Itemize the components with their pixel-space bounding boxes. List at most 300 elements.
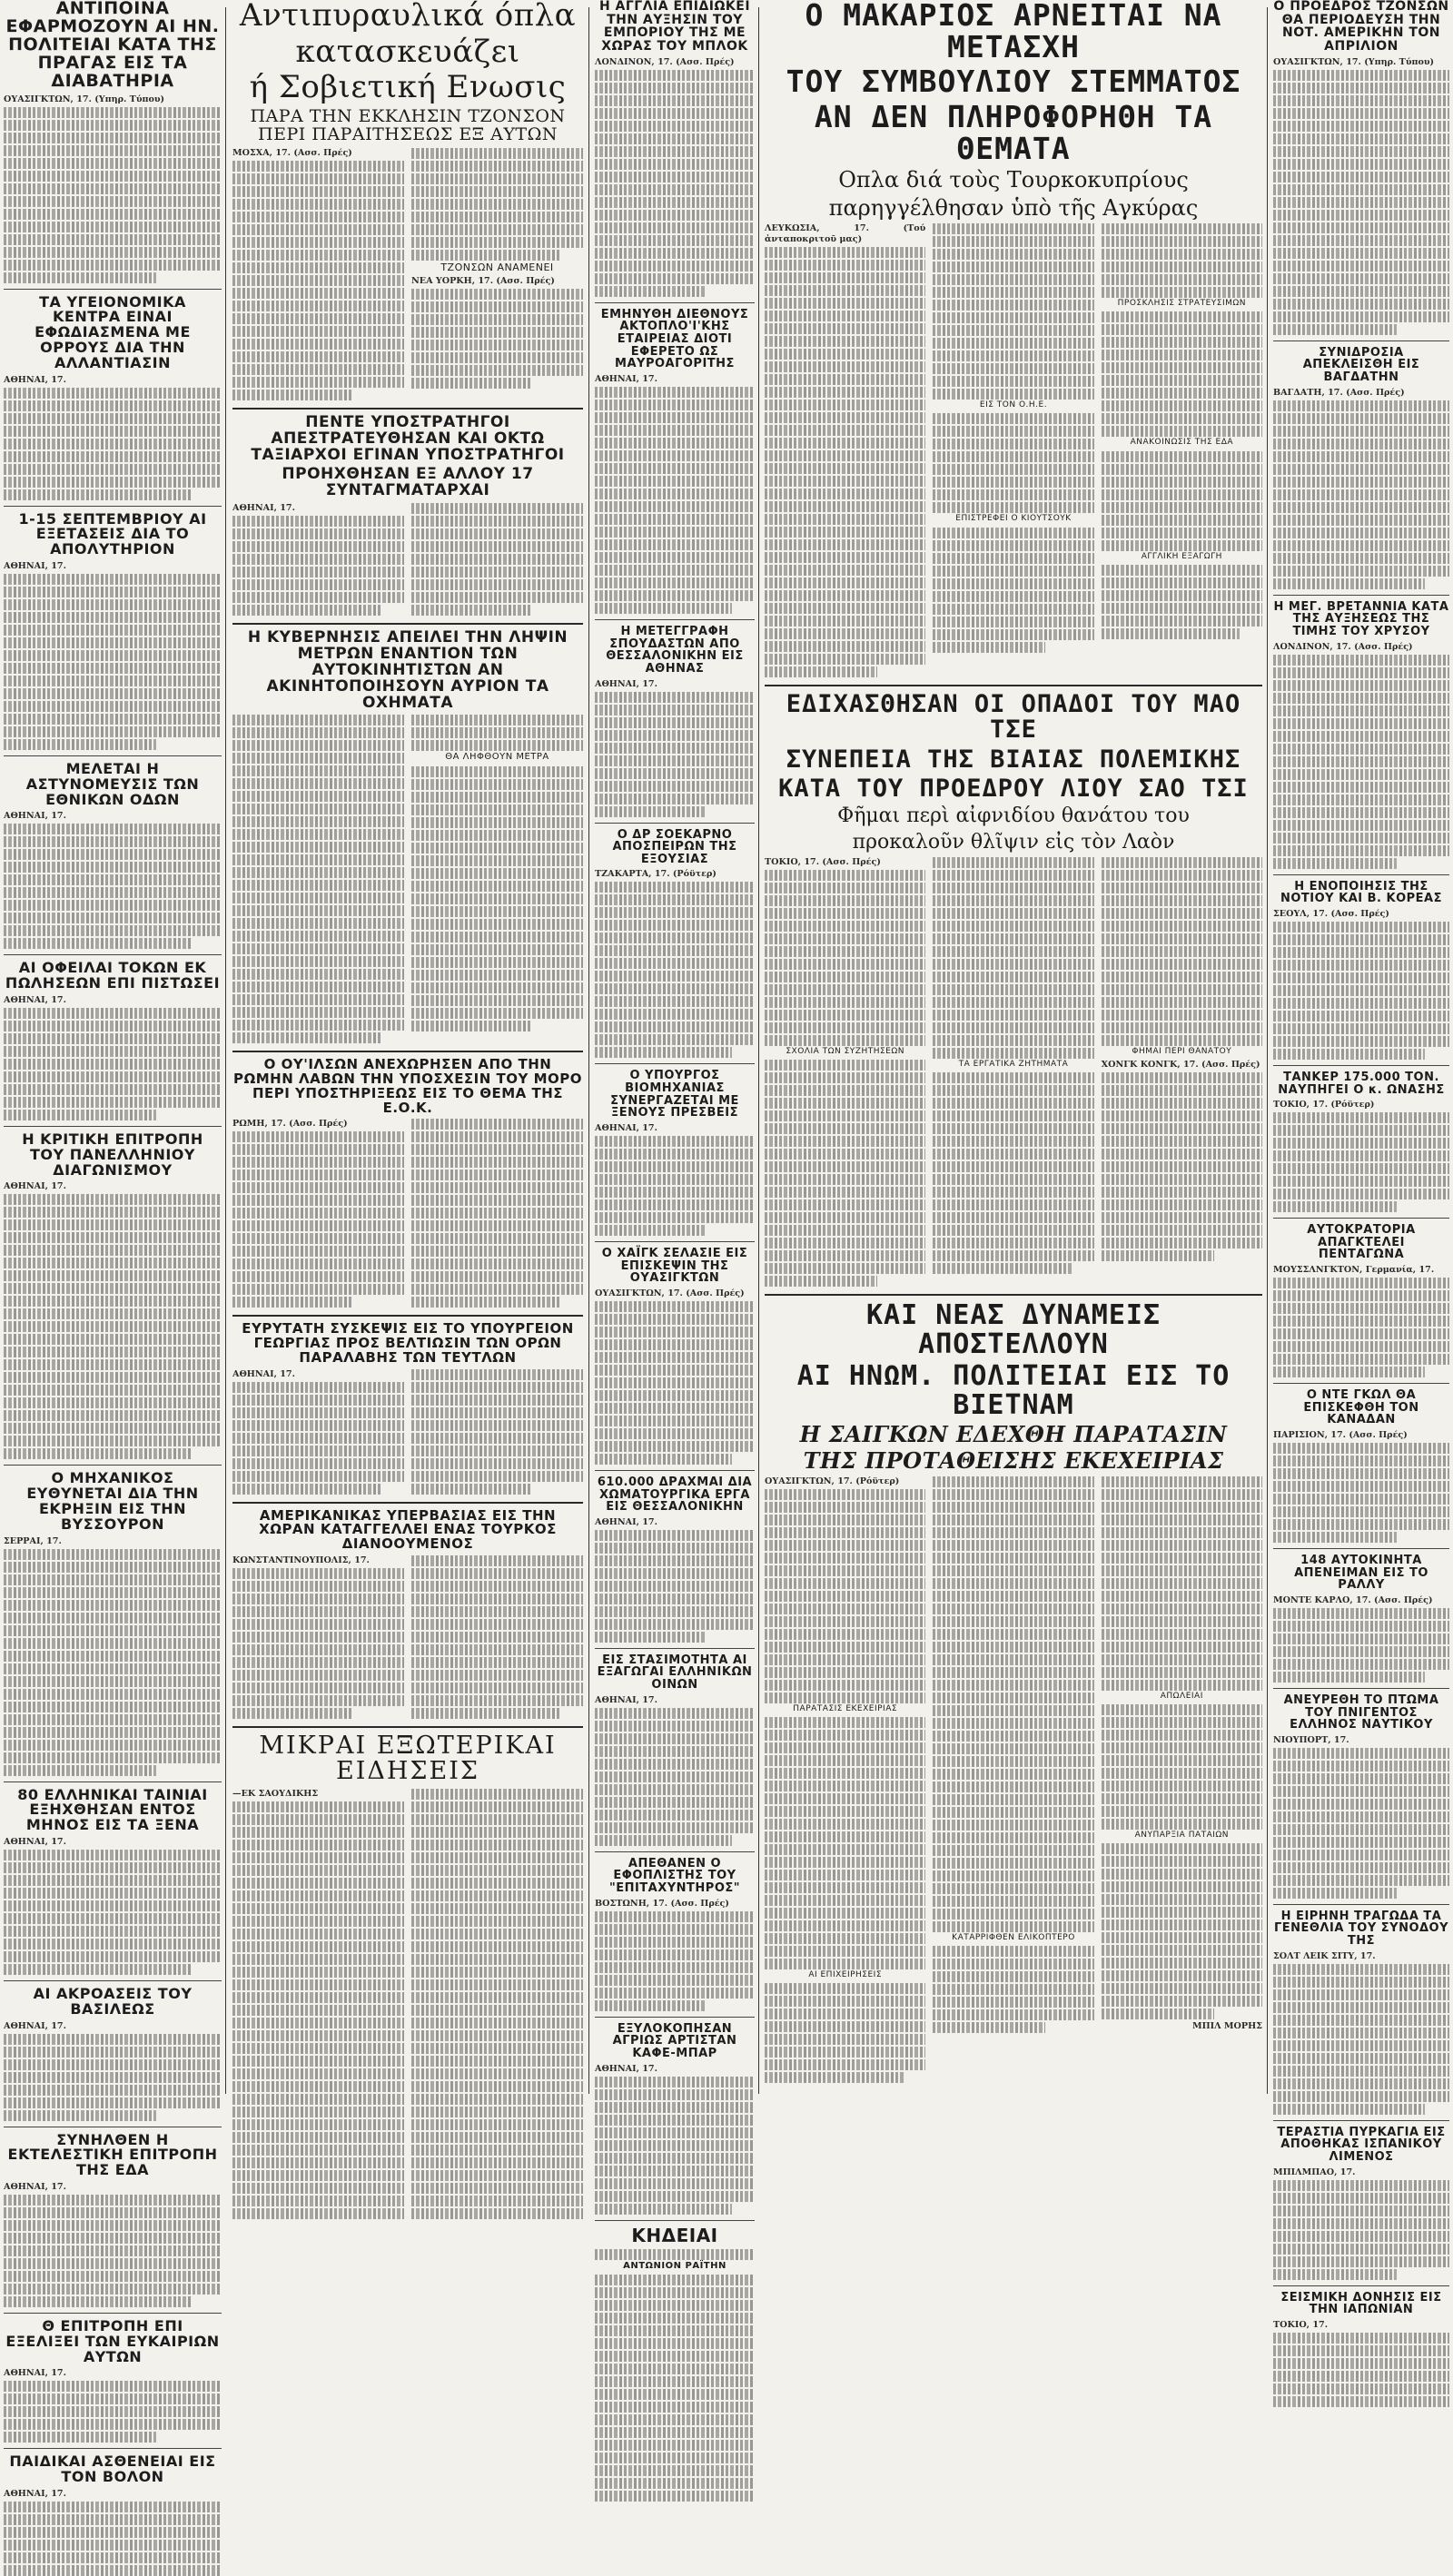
body-text-line (1102, 1768, 1262, 1779)
body-text-line (232, 2068, 404, 2079)
body-text-line (1102, 1604, 1262, 1614)
body-text-line (1102, 1072, 1262, 1083)
body-text-line (4, 2419, 222, 2430)
body-text-line (595, 133, 755, 144)
body-text-line (1102, 895, 1262, 906)
body-text-line (4, 1625, 222, 1636)
body-text-line (595, 1810, 755, 1821)
body-text-line (4, 925, 222, 936)
body-text-line (4, 913, 222, 923)
body-text-line (765, 1591, 925, 1602)
body-text-line (1273, 972, 1449, 983)
body-text-line (232, 592, 404, 603)
body-text-line (232, 740, 404, 751)
body-text-line (1102, 959, 1262, 970)
body-text-line (1273, 1633, 1449, 1644)
body-text-line (933, 1149, 1093, 1160)
body-text-line (411, 766, 583, 777)
body-text-line (411, 186, 583, 197)
dateline: ΑΘΗΝΑΙ, 17. (595, 1123, 657, 1133)
body-text-line (595, 1606, 755, 1617)
headline: ΕΥΡΥΤΑΤΗ ΣΥΣΚΕΨΙΣ ΕΙΣ ΤΟ ΥΠΟΥΡΓΕΙΟΝ ΓΕΩΡΓΙΑΣ ΠΡΟΣ ΒΕΛΤΙΩΣΙΝ ΤΩΝ ΟΡΩΝ ΠΑΡΑΛΑΒΗΣ ΤΩΝ ΤΕΥΤΛΩΝ (242, 1320, 574, 1366)
body-text-line (4, 1283, 222, 1294)
body-text-line (411, 1297, 559, 1308)
body-text-line (1102, 362, 1262, 373)
body-text-line (765, 1983, 925, 1994)
body-text-line (595, 768, 755, 779)
body-text-line (411, 1916, 583, 1927)
body-text-line (595, 1822, 755, 1833)
headline: Ο ΠΡΟΕΔΡΟΣ ΤΖΟΝΣΩΝ ΘΑ ΠΕΡΙΟΔΕΥΣΗ ΤΗΝ ΝΟΤ. ΑΜΕΡΙΚΗΝ ΤΟΝ ΑΠΡΙΛΙΟΝ (1273, 0, 1449, 54)
body-text-line (765, 1276, 877, 1287)
body-text-line (1102, 1970, 1262, 1981)
body-text-line (765, 565, 925, 576)
body-text-line (1273, 146, 1449, 157)
body-text-line (933, 464, 1093, 475)
divider (595, 1470, 755, 1471)
body-text-line (4, 171, 222, 182)
body-text-line (1102, 1730, 1262, 1741)
body-text-line (1273, 1494, 1449, 1505)
body-text-line (4, 676, 222, 686)
body-text-line (4, 1676, 222, 1687)
body-text-line (232, 364, 404, 375)
body-text-line (232, 1182, 404, 1193)
body-text-line (765, 1654, 925, 1665)
body-text-line (232, 1657, 404, 1668)
body-text-line (4, 938, 191, 949)
body-text-line (232, 173, 404, 184)
body-text-line (411, 516, 583, 527)
divider (595, 302, 755, 303)
body-text-line (933, 1832, 1093, 1843)
body-text-line (595, 108, 755, 119)
headline: ΚΗΔΕΙΑΙ (631, 2224, 718, 2246)
body-text-line (411, 1929, 583, 1939)
body-text-line (1102, 1149, 1262, 1160)
body-text-line (1273, 1189, 1449, 1199)
body-text-line (4, 1600, 222, 1611)
body-text-line (933, 439, 1093, 449)
subhead: ΘΑ ΛΗΦΘΟΥΝ ΜΕΤΡΑ (445, 752, 549, 763)
body-text-line (1273, 2002, 1449, 2013)
body-text-line (1273, 680, 1449, 691)
body-text-line (232, 161, 404, 172)
body-text-line (411, 173, 583, 184)
body-text-line (933, 1883, 1093, 1894)
body-text-line (933, 1110, 1093, 1121)
body-text-line (765, 349, 925, 360)
body-text-line (595, 159, 755, 170)
subhead: ΠΡΟΣΚΛΗΣΙΣ ΣΤΡΑΤΕΥΣΙΜΩΝ (1117, 298, 1246, 308)
body-text-line (411, 2068, 583, 2079)
body-text-line (1273, 782, 1449, 793)
headline: ΣΥΝΗΛΘΕΝ Η ΕΚΤΕΛΕΣΤΙΚΗ ΕΠΙΤΡΟΠΗ ΤΗΣ ΕΔΑ (7, 2130, 218, 2179)
body-text-line (1273, 1811, 1449, 1822)
body-text-line (595, 552, 755, 563)
body-text-line (1102, 1565, 1262, 1576)
headline: Η ΜΕΤΕΓΓΡΑΦΗ ΣΠΟΥΔΑΣΤΩΝ ΑΠΟ ΘΕΣΣΑΛΟΝΙΚΗΝ ΕΙΣ ΑΘΗΝΑΣ (606, 624, 744, 676)
body-text-line (4, 2072, 222, 2083)
body-text-line (1102, 1515, 1262, 1525)
body-text-line (1273, 922, 1449, 933)
body-text-line (232, 727, 404, 738)
body-text-line (1273, 2371, 1449, 2382)
body-text-line (1273, 1748, 1449, 1759)
dateline: ΑΘΗΝΑΙ, 17. (4, 374, 66, 385)
body-text-line (595, 387, 755, 398)
subheadline: Φῆμαι περὶ αἰφνιδίου θανάτου του (837, 804, 1190, 828)
body-text-line (1102, 1843, 1262, 1854)
body-text-line (595, 2440, 755, 2451)
body-text-line (1102, 603, 1262, 614)
body-text-line (411, 1594, 583, 1604)
body-text-line (4, 1410, 222, 1421)
body-text-line (1273, 2193, 1449, 2204)
headline: ΤΑΝΚΕΡ 175.000 ΤΟΝ. ΝΑΥΠΗΓΕΙ Ο κ. ΩΝΑΣΗΣ (1278, 1070, 1445, 1097)
body-text-line (1273, 2206, 1449, 2216)
dateline: ΛΕΥΚΩΣΙΑ, 17. (Τού ἀνταποκριτοῦ μας) (765, 222, 926, 244)
body-text-line (1102, 1553, 1262, 1564)
body-text-line (933, 1858, 1093, 1869)
dateline: ΤΟΚΙΟ, 17. (Ρόϋτερ) (1273, 1100, 1375, 1110)
body-text-line (232, 778, 404, 789)
body-text-line (411, 1220, 583, 1231)
dateline: ΑΘΗΝΑΙ, 17. (595, 1516, 657, 1527)
body-text-line (765, 374, 925, 385)
body-text-line (595, 565, 755, 576)
body-text-line (1273, 2015, 1449, 2026)
dateline: ΑΘΗΝΑΙ, 17. (4, 2020, 66, 2031)
body-text-line (765, 1717, 925, 1728)
body-text-line (1102, 337, 1262, 348)
body-text-line (232, 1420, 404, 1431)
body-text-line (595, 2491, 755, 2502)
body-text-line (1273, 1799, 1449, 1810)
body-text-line (411, 2056, 583, 2067)
headline: ΑΝΤΙΠΟΙΝΑ ΕΦΑΡΜΟΖΟΥΝ ΑΙ ΗΝ. ΠΟΛΙΤΕΙΑΙ ΚΑΤΑ ΤΗΣ ΠΡΑΓΑΣ ΕΙΣ ΤΑ ΔΙΑΒΑΤΗΡΙΑ (5, 0, 220, 91)
body-text-line (933, 1527, 1093, 1538)
body-text-line (1273, 121, 1449, 132)
body-text-line (1273, 210, 1449, 221)
body-text-line (1273, 1176, 1449, 1187)
body-text-line (933, 1250, 1093, 1261)
body-text-line (4, 1651, 222, 1662)
divider (232, 1315, 583, 1317)
section-headline: ΜΙΚΡΑΙ ΕΞΩΤΕΡΙΚΑΙ ΕΙΔΗΣΕΙΣ (259, 1731, 557, 1786)
body-text-line (595, 2115, 755, 2126)
divider (765, 685, 1262, 686)
body-text-line (933, 629, 1093, 640)
body-text-line (933, 1098, 1093, 1109)
body-text-line (595, 222, 755, 233)
body-text-line (765, 895, 925, 906)
main-column (765, 0, 1262, 2101)
body-text-line (4, 1663, 222, 1674)
body-text-line (933, 1794, 1093, 1805)
headline: ΤΑ ΥΓΕΙΟΝΟΜΙΚΑ ΚΕΝΤΡΑ ΕΙΝΑΙ ΕΦΩΔΙΑΣΜΕΝΑ ΜΕ ΟΡΡΟΥΣ ΔΙΑ ΤΗΝ ΑΛΛΑΝΤΙΑΣΙΝ (35, 292, 191, 371)
body-text-line (232, 1433, 404, 1444)
body-text-line (4, 2271, 222, 2282)
body-text-line (411, 1382, 583, 1393)
subheadline: ΤΗΣ ΠΡΟΤΑΘΕΙΣΗΣ ΕΚΕΧΕΙΡΙΑΣ (803, 1447, 1224, 1475)
body-text-line (933, 1756, 1093, 1767)
divider (4, 2313, 222, 2314)
subhead: ΣΧΟΛΙΑ ΤΩΝ ΣΥΖΗΤΗΣΕΩΝ (786, 1046, 904, 1056)
body-text-line (232, 969, 404, 980)
body-text-line (4, 1372, 222, 1383)
dateline: ΚΩΝΣΤΑΝΤΙΝΟΥΠΟΛΙΣ, 17. (232, 1554, 370, 1565)
body-text-line (595, 400, 755, 410)
body-text-line (595, 2414, 755, 2425)
body-text-line (4, 183, 222, 194)
body-text-line (595, 2402, 755, 2413)
body-text-line (933, 1820, 1093, 1831)
body-text-line (765, 2034, 925, 2045)
body-text-line (1273, 426, 1449, 437)
body-text-line (232, 1471, 404, 1482)
body-text-line (4, 2245, 222, 2256)
headline: Η ΜΕΓ. ΒΡΕΤΑΝΝΙΑ ΚΑΤΑ ΤΗΣ ΑΥΞΗΣΕΩΣ ΤΗΣ ΤΙΜΗΣ ΤΟΥ ΧΡΥΣΟΥ (1273, 599, 1449, 638)
body-text-line (765, 1098, 925, 1109)
body-text-line (411, 2030, 583, 2041)
body-text-line (1102, 388, 1262, 399)
body-text-line (411, 1657, 583, 1668)
body-text-line (595, 1733, 755, 1744)
headline: ΑΙ ΟΦΕΙΛΑΙ ΤΟΚΩΝ ΕΚ ΠΩΛΗΣΕΩΝ ΕΠΙ ΠΙΣΤΩΣΕΙ (5, 959, 221, 992)
body-text-line (1273, 1964, 1449, 1975)
body-text-line (411, 224, 583, 235)
body-text-line (765, 628, 925, 639)
body-text-line (765, 1035, 925, 1046)
body-text-line (933, 223, 1093, 234)
body-text-line (595, 1619, 755, 1630)
body-text-line (411, 1433, 583, 1444)
body-text-line (4, 1008, 222, 1019)
body-text-line (933, 300, 1093, 311)
body-text-line (765, 298, 925, 309)
divider (1273, 2285, 1449, 2286)
body-text-line (1102, 1629, 1262, 1640)
column-rule (1267, 7, 1268, 2094)
body-text-line (4, 1964, 191, 1975)
body-text-line (232, 1954, 404, 1965)
body-text-line (1273, 299, 1449, 310)
body-text-line (411, 541, 583, 552)
body-text-line (4, 1714, 222, 1725)
body-text-line (232, 377, 404, 388)
body-text-line (1102, 236, 1262, 247)
body-text-line (1273, 845, 1449, 856)
body-text-line (411, 1446, 583, 1456)
subhead: ΤΖΟΝΣΩΝ ΑΝΑΜΕΝΕΙ (440, 261, 554, 273)
body-text-line (1273, 197, 1449, 208)
divider (595, 619, 755, 620)
body-text-line (411, 2196, 583, 2206)
body-text-line (765, 1174, 925, 1185)
body-text-line (765, 1908, 925, 1919)
body-text-line (4, 1689, 222, 1700)
body-text-line (1273, 172, 1449, 183)
body-text-line (411, 314, 583, 325)
body-text-line (232, 1271, 404, 1282)
body-text-line (232, 1195, 404, 1206)
body-text-line (933, 1971, 1093, 1982)
body-text-line (1102, 1022, 1262, 1033)
body-text-line (411, 830, 583, 841)
body-text-line (1273, 286, 1449, 297)
main-headline-line: ΚΑΤΑ ΤΟΥ ΠΡΟΕΔΡΟΥ ΛΙΟΥ ΣΑΟ ΤΣΙ (778, 775, 1249, 804)
body-text-line (765, 1781, 925, 1791)
body-text-line (4, 650, 222, 661)
body-text-line (232, 1246, 404, 1257)
body-text-line (595, 730, 755, 741)
body-text-line (1273, 1659, 1449, 1670)
body-text-line (232, 1407, 404, 1418)
body-text-line (765, 1553, 925, 1564)
body-text-line (1273, 2218, 1449, 2229)
body-text-line (933, 883, 1093, 893)
body-text-line (4, 1888, 222, 1899)
body-text-line (4, 1321, 222, 1332)
body-text-line (595, 1555, 755, 1566)
body-text-line (765, 1123, 925, 1134)
body-text-line (411, 843, 583, 854)
body-text-line (1273, 133, 1449, 144)
subhead: ΑΓΓΛΙΚΗ ΕΞΑΓΩΓΗ (1141, 551, 1222, 561)
body-text-line (232, 842, 404, 853)
subheadline: Οπλα διά τοὺς Τουρκοκυπρίους (838, 167, 1189, 193)
body-text-line (765, 1629, 925, 1640)
body-text-line (411, 1606, 583, 1617)
dateline: ΑΘΗΝΑΙ, 17. (4, 2182, 66, 2192)
body-text-line (1102, 1894, 1262, 1905)
body-text-line (765, 1085, 925, 1096)
dateline: ΑΘΗΝΑΙ, 17. (4, 1181, 66, 1192)
body-text-line (595, 286, 707, 297)
body-text-line (4, 1097, 222, 1108)
headline: ΕΜΗΝΥΘΗ ΔΙΕΘΝΟΥΣ ΑΚΤΟΠΛΟ'Ι'ΚΗΣ ΕΤΑΙΡΕΙΑΣ ΔΙΟΤΙ ΕΦΕΡΕΤΟ ΩΣ ΜΑΥΡΟΑΓΟΡΙΤΗΣ (600, 307, 749, 371)
dateline: ΒΟΣΤΩΝΗ, 17. (Ασσ. Πρές) (595, 1898, 729, 1909)
body-text-line (595, 450, 755, 461)
body-text-line (765, 1895, 925, 1906)
body-text-line (1102, 565, 1262, 576)
body-text-line (4, 1613, 222, 1624)
body-text-line (4, 1021, 222, 1031)
headline: ΑΥΤΟΚΡΑΤΟΡΙΑ ΑΠΑΓΚΤΕΛΕΙ ΠΕΝΤΑΓΩΝΑ (1307, 1223, 1416, 1262)
body-text-line (232, 1814, 404, 1825)
body-text-line (1273, 1773, 1449, 1784)
body-text-line (595, 1632, 707, 1643)
body-text-line (411, 301, 583, 312)
body-text-line (1102, 1527, 1262, 1538)
body-text-line (4, 625, 222, 636)
body-text-line (765, 1642, 925, 1653)
body-text-line (933, 1022, 1093, 1033)
headline: Η ΑΓΓΛΙΑ ΕΠΙΔΙΩΚΕΙ ΤΗΝ ΑΥΞΗΣΙΝ ΤΟΥ ΕΜΠΟΡΙΟΥ ΤΗΣ ΜΕ ΧΩΡΑΣ ΤΟΥ ΜΠΛΟΚ (598, 0, 751, 54)
body-text-line (411, 893, 583, 904)
divider (595, 823, 755, 824)
body-text-line (232, 1840, 404, 1851)
body-text-line (1273, 1049, 1425, 1060)
body-text-line (1102, 400, 1262, 411)
body-text-line (1273, 858, 1397, 869)
divider (232, 408, 583, 410)
body-text-line (411, 868, 583, 879)
body-text-line (595, 1161, 755, 1172)
body-text-line (4, 260, 222, 271)
body-text-line (1273, 1456, 1449, 1466)
body-text-line (232, 982, 404, 992)
headline: ΜΕΛΕΤΑΙ Η ΑΣΤΥΝΟΜΕΥΣΙΣ ΤΩΝ ΕΘΝΙΚΩΝ ΟΔΩΝ (25, 760, 200, 808)
body-text-line (232, 2030, 404, 2041)
body-text-line (232, 918, 404, 929)
subheadline: ΠΡΟΗΧΘΗΣΑΝ ΕΞ ΑΛΛΟΥ 17 ΣΥΝΤΑΓΜΑΤΑΡΧΑΙ (282, 465, 534, 500)
body-text-line (4, 272, 156, 283)
divider (1273, 595, 1449, 596)
body-text-line (1102, 528, 1262, 538)
column-2 (232, 0, 583, 2101)
body-text-line (4, 2097, 222, 2108)
body-text-line (232, 1890, 404, 1901)
body-text-line (1102, 590, 1262, 601)
headline: Ο ΔΡ ΣΟΕΚΑΡΝΟ ΑΠΟΣΠΕΙΡΩΝ ΤΗΣ ΕΞΟΥΣΙΑΣ (612, 827, 737, 866)
body-text-line (1102, 1110, 1262, 1121)
body-text-line (1273, 489, 1449, 500)
body-text-line (933, 1870, 1093, 1881)
body-text-line (765, 1199, 925, 1210)
body-text-line (1273, 2358, 1449, 2369)
body-text-line (765, 616, 925, 627)
body-text-line (411, 1852, 583, 1863)
dateline: ΜΟΝΤΕ ΚΑΡΛΟ, 17. (Ασσ. Πρές) (1273, 1594, 1433, 1605)
body-text-line (4, 701, 222, 712)
dateline: ΠΑΡΙΣΙΟΝ, 17. (Ασσ. Πρές) (1273, 1430, 1408, 1440)
body-text-line (411, 1233, 583, 1244)
body-text-line (411, 1420, 583, 1431)
body-text-line (933, 236, 1093, 247)
body-text-line (1102, 1476, 1262, 1487)
body-text-line (765, 336, 925, 347)
body-text-line (933, 1959, 1093, 1969)
body-text-line (933, 1909, 1093, 1920)
body-text-line (411, 1670, 583, 1681)
body-text-line (765, 2072, 904, 2083)
body-text-line (933, 413, 1093, 424)
body-text-line (411, 212, 583, 222)
body-text-line (595, 1568, 755, 1579)
body-text-line (232, 2183, 404, 2194)
dateline: ΡΩΜΗ, 17. (Ασσ. Πρές) (232, 1119, 348, 1130)
subheadline: προκαλοῦν θλῖψιν εἰς τὸν Λαὸν (852, 830, 1175, 854)
dateline: ΛΟΝΔΙΝΟΝ, 17. (Ασσ. Πρές) (595, 56, 735, 67)
body-text-line (933, 1997, 1093, 2008)
divider (4, 1781, 222, 1782)
body-text-line (232, 1708, 352, 1719)
dateline: ΑΘΗΝΑΙ, 17. (4, 1837, 66, 1848)
body-text-line (933, 1578, 1093, 1589)
body-text-line (232, 829, 404, 840)
body-text-line (595, 2166, 755, 2176)
body-text-line (1273, 451, 1449, 462)
body-text-line (1102, 350, 1262, 360)
body-text-line (933, 933, 1093, 944)
divider (595, 1063, 755, 1064)
body-text-line (933, 1769, 1093, 1780)
body-text-line (4, 1939, 222, 1949)
body-text-line (765, 1540, 925, 1551)
body-text-line (933, 249, 1093, 260)
